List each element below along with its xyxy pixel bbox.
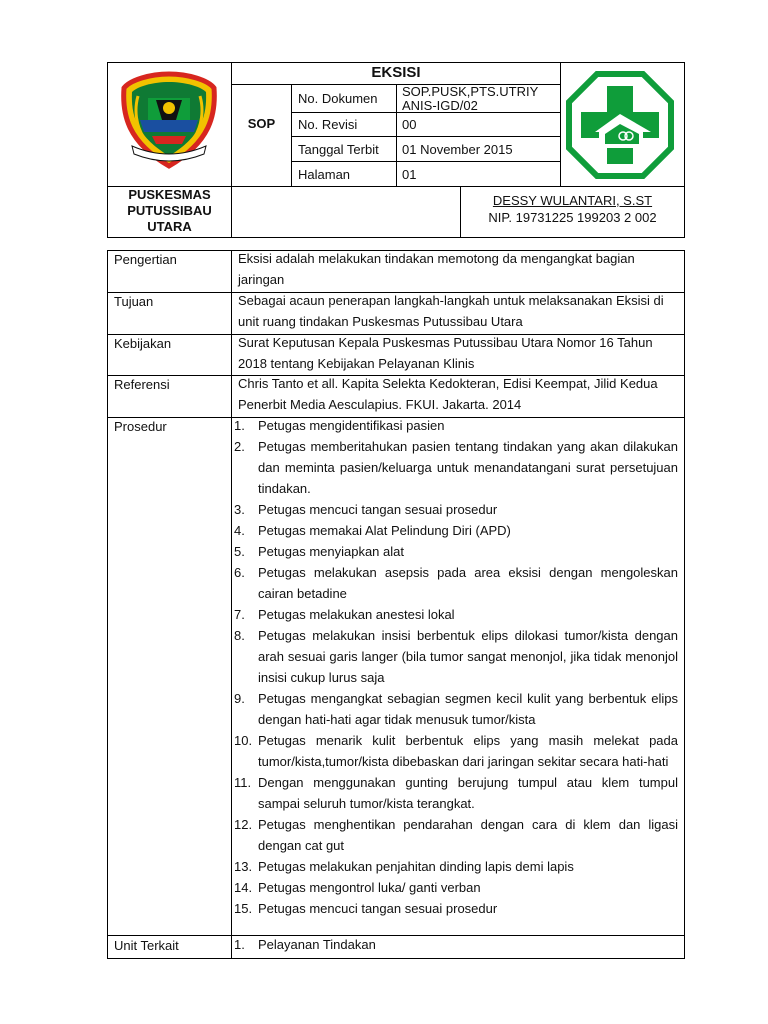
org-name-line2: PUTUSSIBAU bbox=[127, 203, 212, 218]
puskesmas-logo bbox=[565, 70, 675, 180]
step-text: Petugas mengangkat sebagian segmen kecil kulit yang berbentuk elips dengan hati-hati agar tidak menusuk tumor/kista bbox=[258, 691, 678, 727]
field-value-no-dokumen: SOP.PUSK,PTS.UTRIY ANIS-IGD/02 bbox=[402, 84, 539, 113]
step-number: 13. bbox=[234, 859, 253, 874]
step-number: 3. bbox=[234, 502, 245, 517]
step-text: Petugas mengontrol luka/ ganti verban bbox=[258, 880, 481, 895]
step-number: 5. bbox=[234, 544, 245, 559]
regency-emblem-logo bbox=[118, 70, 220, 170]
step-text: Dengan menggunakan gunting berujung tumpul atau klem tumpul sampai seluruh tumor/kista terangkat. bbox=[258, 775, 678, 811]
step-number: 10. bbox=[234, 733, 253, 748]
list-item bbox=[234, 541, 678, 562]
list-item bbox=[234, 934, 678, 955]
step-text: Petugas melakukan asepsis pada area eksisi dengan mengoleskan cairan betadine bbox=[258, 565, 678, 601]
field-value-tanggal-terbit: 01 November 2015 bbox=[402, 142, 513, 157]
list-item bbox=[234, 625, 678, 688]
step-text: Petugas melakukan anestesi lokal bbox=[258, 607, 455, 622]
step-number: 8. bbox=[234, 628, 245, 643]
step-number: 11. bbox=[234, 775, 252, 790]
step-text: Petugas memberitahukan pasien tentang tindakan yang akan dilakukan dan meminta pasien/keluarga untuk menandatangani surat persetujuan tindakan. bbox=[258, 439, 678, 496]
field-label-no-revisi: No. Revisi bbox=[298, 117, 358, 132]
step-text: Petugas melakukan insisi berbentuk elips dilokasi tumor/kista dengan arah sesuai garis langer (bila tumor sangat menonjol, jika tidak menonjol insisi cukup lurus saja bbox=[258, 628, 678, 685]
step-text: Petugas mencuci tangan sesuai prosedur bbox=[258, 901, 498, 916]
list-item bbox=[234, 730, 678, 772]
label-kebijakan: Kebijakan bbox=[114, 336, 172, 351]
step-number: 15. bbox=[234, 901, 253, 916]
step-number: 6. bbox=[234, 565, 245, 580]
org-name-line3: UTARA bbox=[147, 219, 192, 234]
list-item bbox=[234, 856, 678, 877]
step-text: Petugas memakai Alat Pelindung Diri (APD) bbox=[258, 523, 511, 538]
step-text: Petugas mengidentifikasi pasien bbox=[258, 418, 445, 433]
step-number: 7. bbox=[234, 607, 245, 622]
item-text: Pelayanan Tindakan bbox=[258, 937, 376, 952]
sop-label: SOP bbox=[247, 116, 276, 131]
field-label-halaman: Halaman bbox=[298, 167, 351, 182]
list-item bbox=[234, 562, 678, 604]
list-item bbox=[234, 436, 678, 499]
list-item bbox=[234, 772, 678, 814]
signer-name: DESSY WULANTARI, S.ST bbox=[492, 193, 653, 208]
prosedur-steps bbox=[234, 415, 678, 919]
step-number: 4. bbox=[234, 523, 245, 538]
step-text: Petugas menyiapkan alat bbox=[258, 544, 404, 559]
step-number: 9. bbox=[234, 691, 245, 706]
text-kebijakan: Surat Keputusan Kepala Puskesmas Putussibau Utara Nomor 16 Tahun 2018 tentang Kebijakan Pelayanan Klinis bbox=[238, 335, 653, 371]
label-prosedur: Prosedur bbox=[114, 419, 167, 434]
list-item bbox=[234, 604, 678, 625]
signer-nip: NIP. 19731225 199203 2 002 bbox=[488, 210, 657, 225]
step-number: 12. bbox=[234, 817, 253, 832]
list-item bbox=[234, 499, 678, 520]
label-tujuan: Tujuan bbox=[114, 294, 154, 309]
label-pengertian: Pengertian bbox=[114, 252, 177, 267]
text-referensi: Chris Tanto et all. Kapita Selekta Kedokteran, Edisi Keempat, Jilid Kedua Penerbit Media Aesculapius. FKUI. Jakarta. 2014 bbox=[238, 376, 658, 412]
item-number: 1. bbox=[234, 937, 245, 952]
list-item bbox=[234, 898, 678, 919]
list-item bbox=[234, 877, 678, 898]
step-text: Petugas menarik kulit berbentuk elips yang masih melekat pada tumor/kista,tumor/kista dibebaskan dari jaringan sekitar secara hati-hati bbox=[258, 733, 678, 769]
step-number: 2. bbox=[234, 439, 245, 454]
step-number: 14. bbox=[234, 880, 253, 895]
step-text: Petugas menghentikan pendarahan dengan cara di klem dan ligasi dengan cat gut bbox=[258, 817, 678, 853]
label-referensi: Referensi bbox=[114, 377, 170, 392]
list-item bbox=[234, 520, 678, 541]
text-pengertian: Eksisi adalah melakukan tindakan memotong da mengangkat bagian jaringan bbox=[238, 251, 635, 287]
field-value-no-revisi: 00 bbox=[402, 117, 417, 132]
step-text: Petugas mencuci tangan sesuai prosedur bbox=[258, 502, 498, 517]
list-item bbox=[234, 415, 678, 436]
field-value-halaman: 01 bbox=[402, 167, 417, 182]
field-label-no-dokumen: No. Dokumen bbox=[298, 91, 378, 106]
list-item bbox=[234, 814, 678, 856]
org-name-line1: PUSKESMAS bbox=[128, 187, 211, 202]
label-unit-terkait: Unit Terkait bbox=[114, 938, 179, 953]
document-title: EKSISI bbox=[371, 64, 421, 81]
text-tujuan: Sebagai acaun penerapan langkah-langkah untuk melaksanakan Eksisi di unit ruang tindakan Puskesmas Putussibau Utara bbox=[238, 293, 664, 329]
field-label-tanggal-terbit: Tanggal Terbit bbox=[298, 142, 379, 157]
step-number: 1. bbox=[234, 418, 245, 433]
step-text: Petugas melakukan penjahitan dinding lapis demi lapis bbox=[258, 859, 574, 874]
list-item bbox=[234, 688, 678, 730]
unit-terkait-list bbox=[234, 934, 678, 955]
